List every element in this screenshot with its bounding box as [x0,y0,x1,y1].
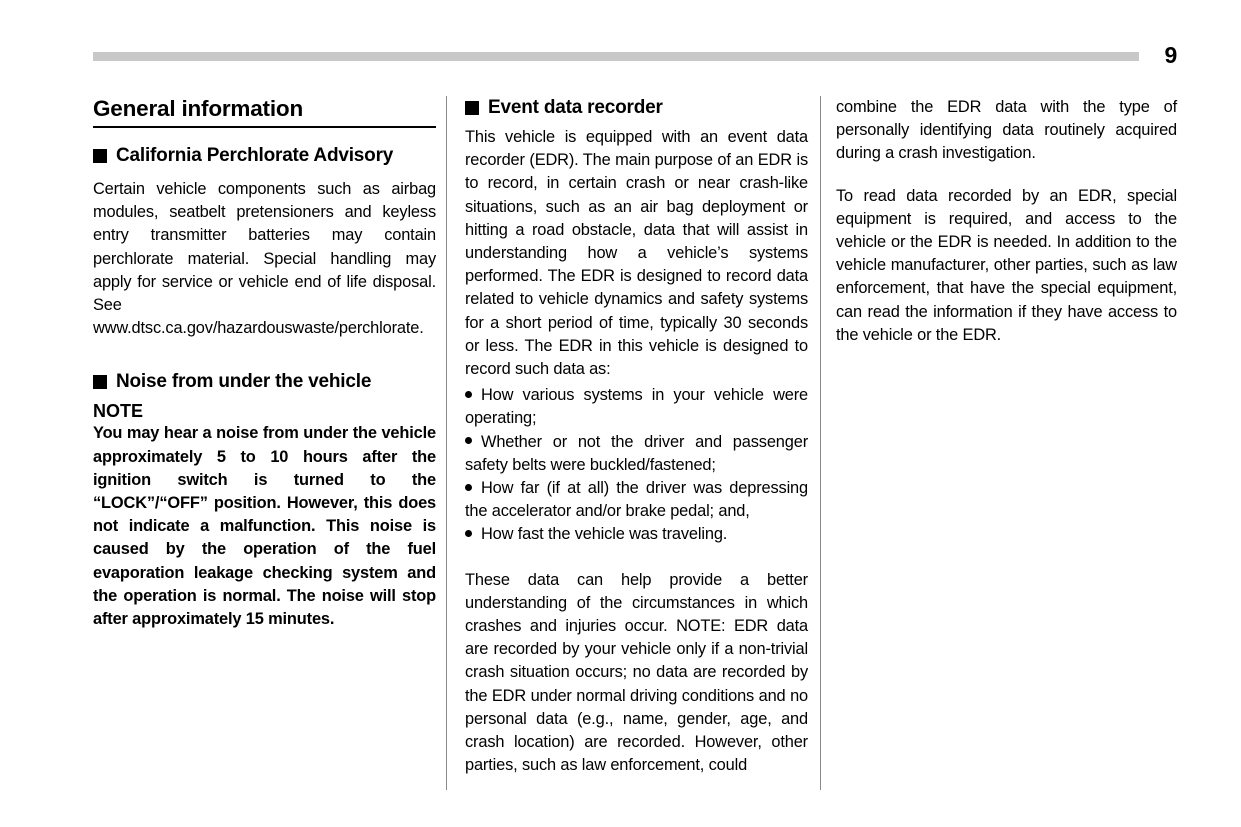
subsection-heading-noise [93,370,436,394]
list-item [465,384,808,430]
page-title: General information [93,96,303,121]
page-columns [93,96,1177,790]
spacer [93,340,436,370]
list-item-label: How fast the vehicle was traveling. [481,525,728,544]
subsection-heading-label: Event data recorder [488,97,663,118]
square-bullet-icon [465,101,479,115]
subsection-heading-label: Noise from under the vehicle [116,371,372,393]
paragraph-edr-closing: These data can help provide a better understanding of the circumstances in which crashes and injuries occur. NOTE: EDR data are recorded by your vehicle only if a non-trivial crash situation occurs; no data are recorded by the EDR under normal driving conditions and no personal data (e.g., name, gender, age, and crash location) are recorded. However, other parties, such as law enforcement, could [465,570,808,775]
list-item-label: How various systems in your vehicle were operating; [465,386,808,428]
page-number: 9 [1164,42,1177,68]
subsection-heading-label: California Perchlorate Advisory [116,145,394,166]
round-bullet-icon [465,484,472,491]
column-middle [446,96,820,790]
spacer [465,547,808,569]
note-label: NOTE [93,401,144,422]
square-bullet-icon [93,149,107,163]
round-bullet-icon [465,437,472,444]
page-header [93,40,1177,74]
column-right [820,96,1177,790]
paragraph-noise: You may hear a noise from under the vehicle approximately 5 to 10 hours after the ignition switch is turned to the “LOCK”/“OFF” position. However, this does not indicate a malfunction. This noise is caused by the operation of the fuel evaporation leakage checking system and the operation is normal. The noise will stop after approximately 15 minutes. [93,424,436,629]
list-item [465,523,808,546]
paragraph-edr-intro: This vehicle is equipped with an event data recorder (EDR). The main purpose of an EDR is to record, in certain crash or near crash-like situations, such as an air bag deployment or hitting a road obstacle, data that will assist in understanding how a vehicle’s systems performed. The EDR is designed to record data related to vehicle dynamics and safety systems for a short period of time, typically 30 seconds or less. The EDR in this vehicle is designed to record such data as: [465,128,808,379]
list-item [465,431,808,477]
paragraph-edr-continued-1: combine the EDR data with the type of personally identifying data routinely acquired during a crash investigation. [836,98,1177,163]
title-divider [93,126,436,128]
list-item [465,477,808,523]
paragraph-perchlorate: Certain vehicle components such as airbag modules, seatbelt pretensioners and keyless entry transmitter batteries may contain perchlorate material. Special handling may apply for service or vehicle end of life disposal. See www.dtsc.ca.gov/hazardouswaste/perchlorate. [93,180,436,338]
list-item-label: How far (if at all) the driver was depressing the accelerator and/or brake pedal; and, [465,479,808,521]
square-bullet-icon [93,375,107,389]
subsection-heading-event-data-recorder [465,96,808,120]
paragraph-edr-continued-2: To read data recorded by an EDR, special equipment is required, and access to the vehicle or the EDR is needed. In addition to the vehicle manufacturer, other parties, such as law enforcement, that have the special equipment, can read the information if they have access to the vehicle or the EDR. [836,186,1177,344]
edr-data-list [465,384,808,546]
round-bullet-icon [465,391,472,398]
column-left [93,96,446,790]
round-bullet-icon [465,530,472,537]
header-rule [93,52,1139,61]
list-item-label: Whether or not the driver and passenger safety belts were buckled/fastened; [465,432,808,474]
subsection-heading-perchlorate [93,144,436,168]
